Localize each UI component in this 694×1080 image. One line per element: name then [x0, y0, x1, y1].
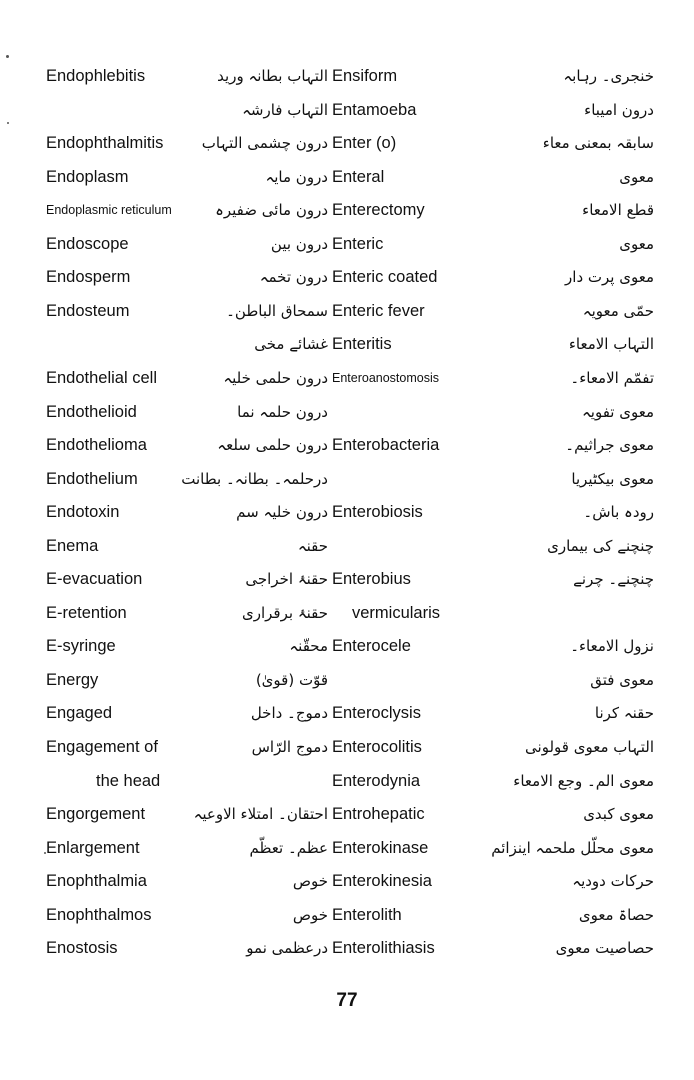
english-term-left: Endophthalmitis	[46, 134, 164, 153]
dictionary-row	[0, 61, 694, 91]
urdu-term-right: قطع الامعاء	[582, 201, 654, 220]
english-term-right: Entrohepatic	[332, 805, 425, 824]
scan-speck	[6, 55, 9, 58]
urdu-term-left: درعظمی نمو	[246, 939, 328, 958]
dictionary-row	[0, 900, 694, 930]
urdu-term-left: درون مائی ضفیرہ	[215, 201, 328, 220]
dictionary-row	[0, 698, 694, 728]
scan-speck	[44, 852, 46, 854]
dictionary-row	[0, 363, 694, 393]
english-term-left: Enema	[46, 536, 99, 555]
english-term-left: E-syringe	[46, 637, 116, 656]
english-term-right: Enterokinesia	[332, 872, 432, 891]
urdu-term-left: درون حلمی خلیہ	[223, 368, 328, 387]
urdu-term-right: رودہ باش۔	[583, 503, 654, 522]
english-term-left: E-evacuation	[46, 570, 143, 589]
urdu-term-right: معوی جراثیم۔	[565, 436, 654, 454]
urdu-term-left: احتقان۔ امتلاء الاوعیہ	[193, 805, 328, 824]
dictionary-row	[0, 195, 694, 225]
urdu-term-right: التہاب الامعاء	[568, 335, 654, 354]
urdu-term-left: قوّت (قویٰ)	[255, 670, 328, 689]
urdu-term-right: معوی	[619, 234, 654, 253]
urdu-term-right: درون امیباء	[584, 100, 654, 119]
dictionary-row	[0, 128, 694, 158]
urdu-term-right: معوی محلّل ملحمہ اینزائم	[491, 838, 654, 857]
english-term-left: Enostosis	[46, 939, 118, 958]
english-term-left: Endoplasmic reticulum	[46, 203, 172, 218]
english-term-right: Entamoeba	[332, 100, 417, 119]
dictionary-row	[0, 531, 694, 561]
english-term-right: Enterolith	[332, 905, 402, 924]
urdu-term-right: تفمّم الامعاء۔	[570, 368, 654, 387]
english-term-left: Engagement of	[46, 738, 158, 756]
urdu-term-right: خنجری۔ رہابہ	[563, 67, 654, 85]
urdu-term-right: معوی بیکٹیریا	[571, 469, 654, 488]
urdu-term-right: معوی الم۔ وجع الامعاء	[513, 771, 654, 790]
urdu-term-left: درون تخمہ	[259, 268, 328, 287]
urdu-term-left: خوص	[292, 872, 328, 891]
english-term-right: Enterobius	[332, 570, 411, 589]
english-term-left: Endoscope	[46, 234, 129, 253]
english-term-left: E-retention	[46, 603, 127, 622]
english-term-right: Enterocele	[332, 637, 411, 656]
dictionary-row	[0, 564, 694, 594]
urdu-term-left: درون مایہ	[265, 167, 328, 186]
dictionary-row	[0, 95, 694, 125]
dictionary-row	[0, 665, 694, 695]
english-term-left: Endothelioid	[46, 402, 137, 421]
dictionary-row	[0, 296, 694, 326]
english-term-right: Enterocolitis	[332, 738, 422, 756]
urdu-term-left: درون حلمہ نما	[237, 402, 328, 421]
english-term-right: Enteroclysis	[332, 704, 421, 723]
urdu-term-right: حصاۃ معوی	[578, 905, 654, 924]
urdu-term-left: درون خلیہ سم	[236, 503, 328, 522]
urdu-term-right: حصاصیت معوی	[555, 939, 654, 958]
english-term-right: Ensiform	[332, 67, 398, 85]
dictionary-row	[0, 397, 694, 427]
urdu-term-left: درون چشمی التہاب	[201, 134, 328, 153]
urdu-term-right: التہاب معوی قولونی	[525, 738, 654, 756]
urdu-term-left: درحلمہ۔ بطانہ۔ بطانت	[181, 469, 328, 488]
english-term-left: Enophthalmos	[46, 905, 152, 924]
dictionary-row	[0, 162, 694, 192]
dictionary-row	[0, 732, 694, 762]
urdu-term-left: درون بین	[270, 234, 328, 253]
urdu-term-left: التہاب فارشہ	[242, 100, 328, 119]
dictionary-row	[0, 464, 694, 494]
dictionary-row	[0, 799, 694, 829]
urdu-term-right: حمّی معویہ	[582, 301, 654, 320]
urdu-term-right: معوی کبدی	[583, 805, 654, 824]
english-term-right: Enteric fever	[332, 301, 425, 320]
urdu-term-right: معوی فتق	[590, 670, 654, 689]
english-term-left: Endosperm	[46, 268, 131, 287]
dictionary-row	[0, 598, 694, 628]
urdu-term-left: حقنۂ اخراجی	[245, 570, 328, 589]
english-term-right: Enteral	[332, 167, 385, 186]
dictionary-row	[0, 766, 694, 796]
english-term-right: Enteroanostomosis	[332, 370, 440, 385]
urdu-term-right: چنچنے کی بیماری	[547, 536, 654, 555]
english-term-left: Endothelial cell	[46, 368, 157, 387]
english-term-right: Enterokinase	[332, 838, 429, 857]
urdu-term-right: معوی	[619, 167, 654, 186]
english-term-left: Endotoxin	[46, 503, 120, 522]
dictionary-row	[0, 833, 694, 863]
urdu-term-left: التہاب بطانہ ورید	[217, 67, 328, 85]
urdu-term-left: سمحاق الباطن۔	[226, 301, 328, 320]
english-term-left: Endoplasm	[46, 167, 129, 186]
urdu-term-right: حقنہ کرنا	[594, 704, 654, 723]
urdu-term-right: چنچنے۔ چرنے	[573, 570, 654, 589]
english-term-left: the head	[96, 771, 161, 790]
english-term-right: Enterobacteria	[332, 436, 440, 454]
english-term-right: Enteric coated	[332, 268, 438, 287]
english-term-left: Engorgement	[46, 805, 146, 824]
urdu-term-right: معوی تفویہ	[581, 402, 654, 421]
dictionary-row	[0, 229, 694, 259]
english-term-left: Endophlebitis	[46, 67, 146, 85]
dictionary-row	[0, 262, 694, 292]
english-term-right: Enterodynia	[332, 771, 421, 790]
english-term-right: Enterectomy	[332, 201, 425, 220]
urdu-term-right: نزول الامعاء۔	[570, 637, 654, 656]
english-term-left: Enlargement	[46, 838, 140, 857]
urdu-term-right: حرکات دودیہ	[572, 872, 654, 891]
english-term-left: Engaged	[46, 704, 113, 723]
urdu-term-left: غشائے مخی	[254, 335, 328, 354]
urdu-term-left: عظم۔ تعظّم	[249, 838, 328, 857]
scan-speck	[7, 122, 9, 124]
dictionary-row	[0, 933, 694, 963]
english-term-right: Enterolithiasis	[332, 939, 435, 958]
urdu-term-left: درون حلمی سلعہ	[217, 436, 328, 454]
dictionary-row	[0, 497, 694, 527]
english-term-left: Endothelioma	[46, 436, 147, 454]
english-term-left: Enophthalmia	[46, 872, 147, 891]
dictionary-row	[0, 866, 694, 896]
urdu-term-left: حقنہ	[297, 536, 328, 555]
page-number: 77	[336, 990, 358, 1011]
dictionary-row	[0, 631, 694, 661]
urdu-term-left: حقنۂ برقراری	[242, 603, 328, 622]
english-term-left: Energy	[46, 670, 99, 689]
english-term-left: Endosteum	[46, 301, 130, 320]
english-term-right: Enterobiosis	[332, 503, 423, 522]
english-term-right: Enteritis	[332, 335, 392, 354]
urdu-term-right: سابقہ بمعنی معاء	[542, 134, 654, 153]
urdu-term-left: دموج۔ داخل	[250, 704, 328, 723]
urdu-term-right: معوی پرت دار	[565, 268, 654, 287]
english-term-left: Endothelium	[46, 469, 138, 488]
dictionary-row	[0, 430, 694, 460]
english-term-right: Enteric	[332, 234, 384, 253]
urdu-term-left: دموج الرّاس	[251, 738, 328, 756]
urdu-term-left: خوص	[292, 905, 328, 924]
dictionary-row	[0, 329, 694, 359]
urdu-term-left: محقّنہ	[289, 637, 328, 656]
english-term-right: vermicularis	[352, 603, 441, 622]
english-term-right: Enter (o)	[332, 134, 397, 153]
